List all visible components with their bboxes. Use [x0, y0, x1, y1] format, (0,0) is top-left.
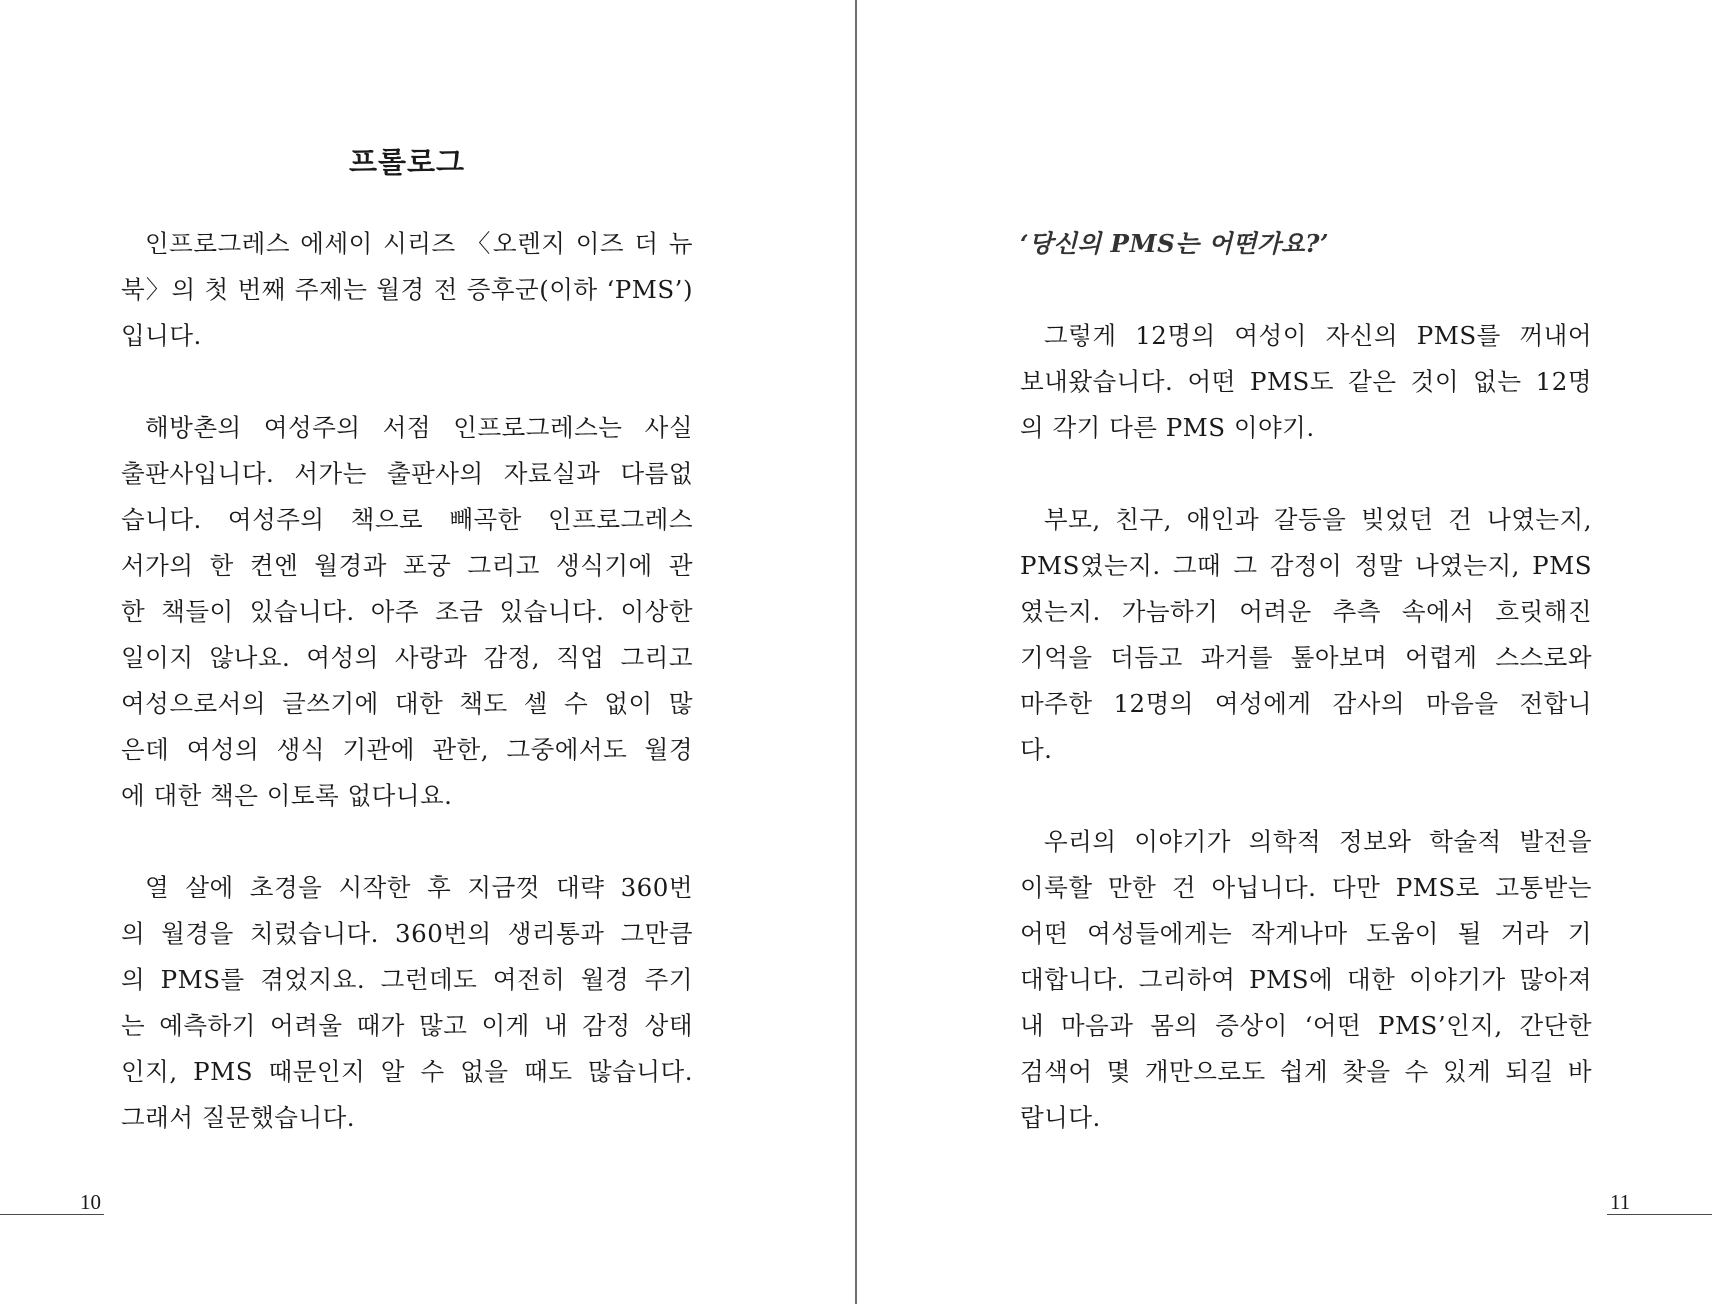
body-text-right — [1020, 221, 1592, 1141]
page-number: 10 — [80, 1190, 101, 1214]
text-line: 의 월경을 치렀습니다. 360번의 생리통과 그만큼 — [121, 919, 693, 948]
text-line: 우리의 이야기가 의학적 정보와 학술적 발전을 — [1044, 827, 1592, 856]
page-title: 프롤로그 — [348, 145, 466, 179]
right-page — [857, 0, 1712, 1304]
text-line: 그래서 질문했습니다. — [121, 1103, 356, 1132]
text-line: 열 살에 초경을 시작한 후 지금껏 대략 360번 — [145, 873, 693, 902]
text-line: 부모, 친구, 애인과 갈등을 빚었던 건 나였는지, — [1044, 505, 1592, 534]
text-line: 랍니다. — [1020, 1103, 1101, 1132]
text-line: 여성으로서의 글쓰기에 대한 책도 셀 수 없이 많 — [121, 689, 693, 718]
text-line: 내 마음과 몸의 증상이 ‘어떤 PMS’인지, 간단한 — [1020, 1011, 1592, 1040]
text-line: 출판사입니다. 서가는 출판사의 자료실과 다름없 — [121, 459, 693, 488]
text-line: 대합니다. 그리하여 PMS에 대한 이야기가 많아져 — [1020, 965, 1592, 994]
page-number: 11 — [1610, 1190, 1631, 1214]
text-line: 한 책들이 있습니다. 아주 조금 있습니다. 이상한 — [121, 597, 693, 626]
paragraph — [1020, 497, 1592, 773]
text-line: 인지, PMS 때문인지 알 수 없을 때도 많습니다. — [121, 1057, 693, 1086]
text-line: 에 대한 책은 이토록 없다니요. — [121, 781, 453, 810]
text-line: 은데 여성의 생식 기관에 관한, 그중에서도 월경 — [121, 735, 693, 764]
paragraph — [1020, 819, 1592, 1141]
text-line: 의 PMS를 겪었지요. 그런데도 여전히 월경 주기 — [121, 965, 693, 994]
text-line: 다. — [1020, 735, 1053, 764]
text-line: 였는지. 가늠하기 어려운 추측 속에서 흐릿해진 — [1020, 597, 1592, 626]
text-line: 보내왔습니다. 어떤 PMS도 같은 것이 없는 12명 — [1020, 367, 1592, 396]
text-line: 는 예측하기 어려울 때가 많고 이게 내 감정 상태 — [121, 1011, 693, 1040]
footer-rule — [0, 1214, 104, 1215]
text-line: 입니다. — [121, 321, 202, 350]
text-line: PMS였는지. 그때 그 감정이 정말 나였는지, PMS — [1020, 551, 1592, 580]
paragraph — [121, 221, 693, 359]
text-line: 기억을 더듬고 과거를 톺아보며 어렵게 스스로와 — [1020, 643, 1592, 672]
text-line: 서가의 한 켠엔 월경과 포궁 그리고 생식기에 관 — [121, 551, 693, 580]
text-line: 습니다. 여성주의 책으로 빼곡한 인프로그레스 — [121, 505, 693, 534]
paragraph — [121, 405, 693, 819]
paragraph — [1020, 313, 1592, 451]
text-line: 북〉의 첫 번째 주제는 월경 전 증후군(이하 ‘PMS’) — [121, 275, 693, 304]
text-line: 인프로그레스 에세이 시리즈 〈오렌지 이즈 더 뉴 — [145, 229, 693, 258]
text-line: 마주한 12명의 여성에게 감사의 마음을 전합니 — [1020, 689, 1592, 718]
paragraph — [121, 865, 693, 1141]
left-page — [0, 0, 855, 1304]
text-line: 어떤 여성들에게는 작게나마 도움이 될 거라 기 — [1020, 919, 1592, 948]
body-text-left — [121, 221, 693, 1141]
text-line: 의 각기 다른 PMS 이야기. — [1020, 413, 1315, 442]
text-line: 이룩할 만한 건 아닙니다. 다만 PMS로 고통받는 — [1020, 873, 1592, 902]
footer-rule — [1607, 1214, 1712, 1215]
text-line: 검색어 몇 개만으로도 쉽게 찾을 수 있게 되길 바 — [1020, 1057, 1592, 1086]
text-line: 일이지 않나요. 여성의 사랑과 감정, 직업 그리고 — [121, 643, 693, 672]
text-line: 그렇게 12명의 여성이 자신의 PMS를 꺼내어 — [1044, 321, 1592, 350]
text-line: 해방촌의 여성주의 서점 인프로그레스는 사실 — [145, 413, 693, 442]
question-heading: ‘당신의 PMS는 어떤가요?’ — [1020, 229, 1330, 258]
